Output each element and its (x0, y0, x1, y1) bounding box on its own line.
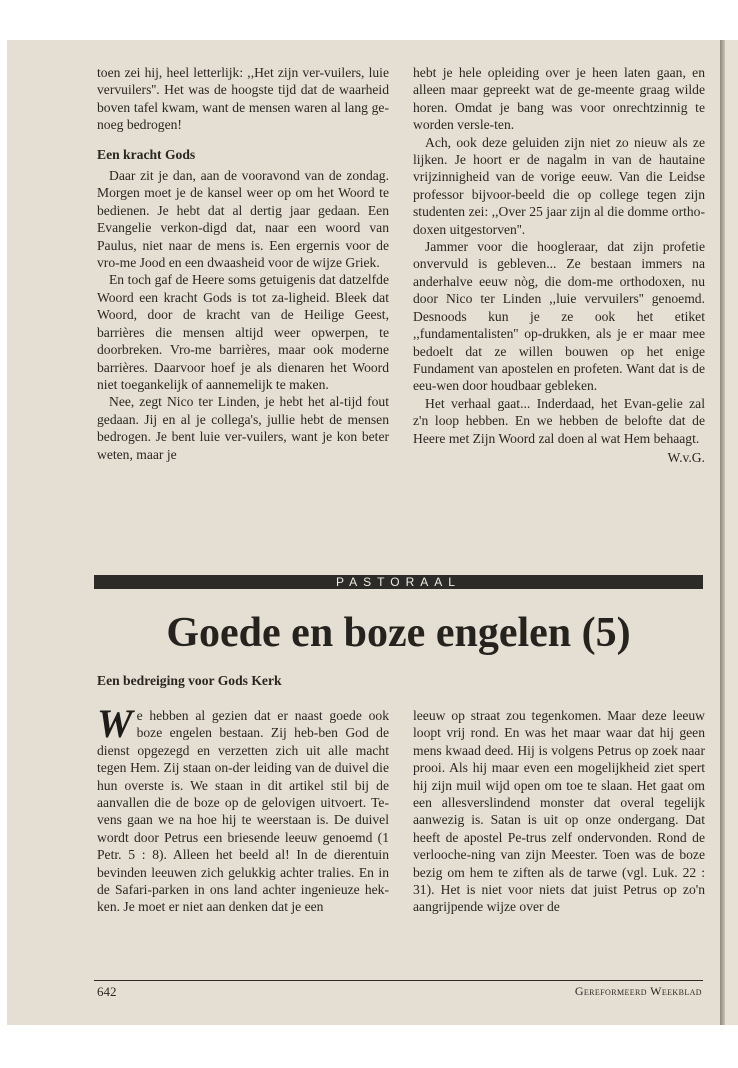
article-text-right: leeuw op straat zou tegenkomen. Maar deze leeuw loopt vrij rond. En was het maar waar dat hij geen mens kwaad deed. Hij is volgens Petrus op zoek naar prooi. Als hij maar even een mogelijkheid ziet spert hij zijn muil wijd open om toe te slaan. Het gaat om een allesverslindend monster dat overal tegelijk aanwezig is. Satan is uit op onze ondergang. Dat heeft de apostel Pe-trus zelf ondervonden. Rond de verlooche-ning van zijn Meester. Toen was de boze bezig om hem te ziften als de tarwe (vgl. Luk. 22 : 31). Het is niet voor niets dat juist Petrus op zo'n aangrijpende wijze over de (413, 708, 705, 915)
paragraph: Jammer voor die hoogleraar, dat zijn profetie onvervuld is gebleven... Ze bestaan immers na anderhalve eeuw nòg, die dom-me orthodoxen, nu door Nico ter Linden ,,luie vervuilers'' genoemd. Desnoods kun je ze ook het etiket ,,fundamentalisten'' op-drukken, als je er maar mee bedoelt dat ze willen bouwen op het enige Fundament van apostelen en profeten. Want dat is de eeu-wen door houdbaar gebleken. (413, 239, 705, 394)
top-right-column (413, 64, 705, 466)
paragraph: En toch gaf de Heere soms getuigenis dat datzelfde Woord een kracht Gods is tot za-ligheid. Bleek dat Woord, door de kracht van de Heilige Geest, barrières die mensen altijd weer opwerpen, te doorbreken. Vro-me barrières, maar ook moderne barrières. Daarvoor hoef je als dienaren het Woord niet toegankelijk of aannemelijk te maken. (97, 272, 389, 392)
section-banner: PASTORAAL (94, 575, 703, 589)
publication-name: Gereformeerd Weekblad (574, 984, 702, 998)
article-text-left: e hebben al gezien dat er naast goede ook boze engelen bestaan. Zij heb-ben God de dienst opgezegd en verzetten zich uit alle macht tegen Hem. Zij staan on-der leiding van de duivel die hun overste is. We staan in dit artikel stil bij de aanvallen die de boze op de gelovigen uitvoert. Te-vens gaan we na hoe hij te weerstaan is. De duivel wordt door Petrus een briesende leeuw genoemd (1 Petr. 5 : 8). Alleen het beeld al! In de dierentuin bevinden leeuwen zich gelukkig achter tralies. En in de Safari-parken in ons land achter ingenieuze hek-ken. Je moet er niet aan denken dat je een (97, 708, 389, 915)
footer-rule (94, 980, 703, 981)
article-subtitle: Een bedreiging voor Gods Kerk (97, 673, 282, 688)
paragraph (97, 701, 389, 916)
paragraph: hebt je hele opleiding over je heen laten gaan, en alleen maar gepreekt wat de ge-meente graag wilde horen. Omdat je bang was voor onrechtzinnig te worden versle-ten. (413, 65, 705, 133)
paragraph: Ach, ook deze geluiden zijn niet zo nieuw als ze lijken. Je hoort er de nagalm in van de hautaine vrijzinnigheid van de vorige eeuw. Van die Leidse professor bijvoor-beeld die op college tegen zijn studenten zei: ,,Over 25 jaar zijn al die domme ortho-doxen uitgestorven''. (413, 134, 705, 237)
paragraph: toen zei hij, heel letterlijk: ,,Het zijn ver-vuilers, luie vervuilers''. Het was de hoogste tijd dat de waarheid boven tafel kwam, want de mensen waren al lang ge-noeg bedrogen! (97, 65, 389, 133)
article-right-column (413, 707, 705, 916)
adjacent-page-edge (725, 40, 738, 1025)
section-heading: Een kracht Gods (97, 146, 196, 162)
paragraph: Daar zit je dan, aan de vooravond van de zondag. Morgen moet je de kansel weer op om het Woord te bedienen. Je hebt dat al dertig jaar gedaan. Een Evangelie verkon-digd dat, naar een woord van Paulus, niet naar de mens is. Een ergernis voor de vro-me Jood en een dwaasheid voor de wijze Griek. (97, 168, 389, 271)
paragraph: Nee, zegt Nico ter Linden, je hebt het al-tijd fout gedaan. Jij en al je collega's, jullie hebt de mensen bedrogen. Je bent luie ver-vuilers, want je kon beter weten, maar je (97, 394, 389, 462)
drop-cap: W (97, 701, 133, 746)
article-left-column (97, 701, 389, 916)
author-signature: W.v.G. (667, 449, 705, 465)
paragraph: Het verhaal gaat... Inderdaad, het Evan-gelie zal z'n loop hebben. En we hebben de belofte dat de Heere met Zijn Woord zal doen al wat Hem behaagt. (413, 395, 705, 446)
article-title: Goede en boze engelen (5) (166, 610, 631, 656)
top-left-column (97, 64, 389, 463)
page-number: 642 (97, 984, 117, 999)
